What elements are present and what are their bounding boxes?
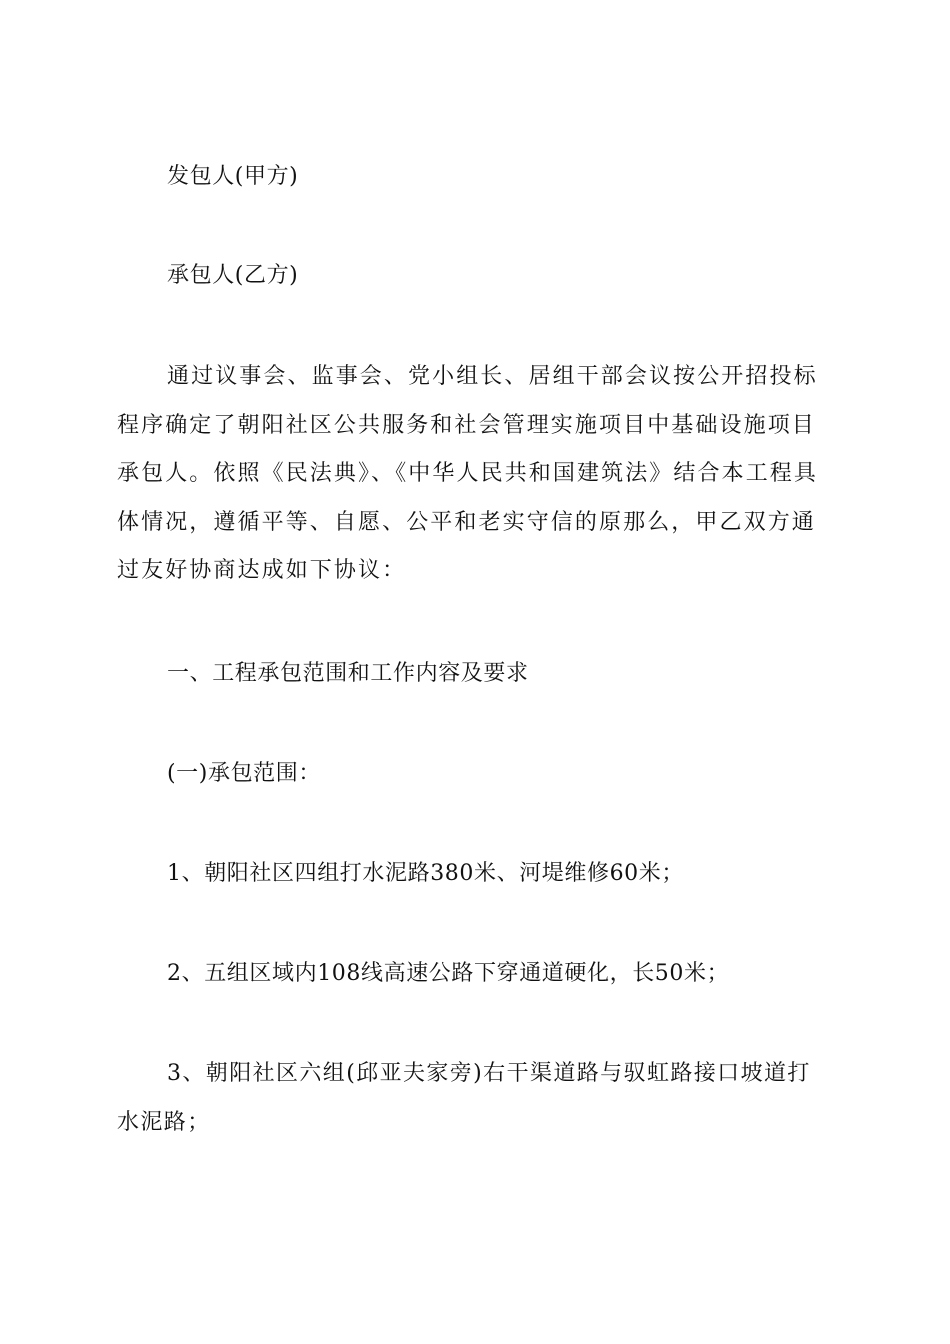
subsection-heading-scope: (一)承包范围： (167, 761, 321, 786)
scope-item-3: 3、朝阳社区六组(邱亚夫家旁)右干渠道路与驭虹路接口坡道打水泥路； (117, 1061, 811, 1135)
scope-item-2: 2、五组区域内108线高速公路下穿通道硬化，长50米； (167, 961, 730, 986)
section-heading-1: 一、工程承包范围和工作内容及要求 (167, 661, 529, 686)
party-b-line: 承包人(乙方) (167, 263, 299, 288)
party-a-line: 发包人(甲方) (167, 164, 299, 189)
scope-item-1: 1、朝阳社区四组打水泥路380米、河堤维修60米； (167, 861, 684, 886)
intro-paragraph: 通过议事会、监事会、党小组长、居组干部会议按公开招投标程序确定了朝阳社区公共服务和社会管理实施项目中基础设施项目承包人。依照《民法典》、《中华人民共和国建筑法》结合本工程具体情况，遵循平等、自愿、公平和老实守信的原那么，甲乙双方通过友好协商达成如下协议： (117, 364, 819, 584)
